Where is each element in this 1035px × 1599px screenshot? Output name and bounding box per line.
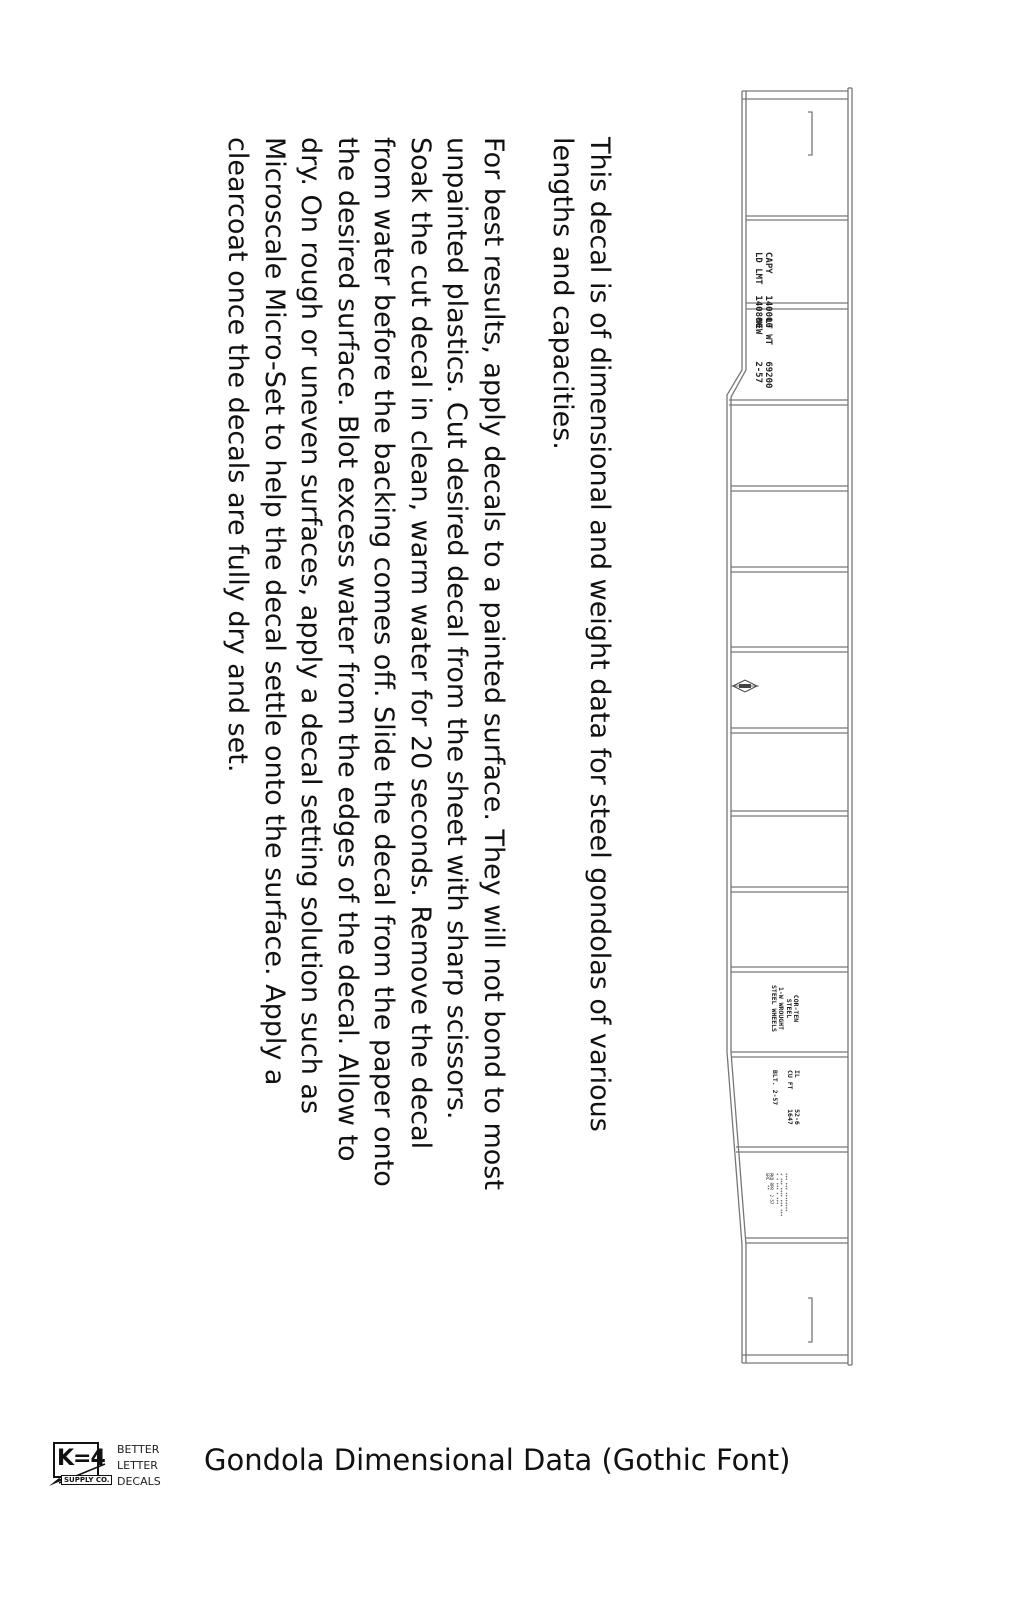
weight-marking: LT WT 69200 NEW 2-57 [752, 318, 773, 389]
instruction-line: from water before the backing comes off. Slide the decal from the paper onto [368, 137, 400, 1187]
instruction-line: clearcoat once the decals are fully dry and set. [222, 137, 254, 773]
logo-tagline [117, 1442, 161, 1490]
dimension-marking: IL 52-6 CU FT 1647 BLT. 2-57 [770, 1070, 801, 1125]
description-line: lengths and capacities. [547, 137, 579, 450]
railroad-herald-icon [731, 680, 759, 692]
k4-supply-logo-icon [47, 1442, 165, 1490]
instruction-line: the desired surface. Blot excess water from the edges of the decal. Allow to [332, 137, 363, 1162]
logo-sub-text: SUPPLY CO. [61, 1475, 112, 1485]
instruction-line: For best results, apply decals to a painted surface. They will not bond to most [478, 137, 509, 1190]
grab-iron [808, 112, 812, 155]
grab-iron [808, 1298, 812, 1342]
sheet-title: Gondola Dimensional Data (Gothic Font) [204, 1443, 791, 1477]
reweigh-marking: *** *** ******** * *** **** *** *** * * *** * *** PKD RPR 2-57 GRC ** [764, 1173, 788, 1217]
tagline-line: LETTER [117, 1459, 158, 1472]
instruction-line: Microscale Micro-Set to help the decal settle onto the surface. Apply a [259, 137, 290, 1086]
description-line: This decal is of dimensional and weight data for steel gondolas of various [584, 137, 615, 1132]
tagline-line: BETTER [117, 1443, 160, 1456]
tagline-line: DECALS [117, 1475, 161, 1488]
capacity-marking: CAPY 140000 LD LMT 140800 [752, 252, 773, 328]
instruction-line: dry. On rough or uneven surfaces, apply a decal setting solution such as [295, 137, 327, 1115]
instruction-line: Soak the cut decal in clean, warm water for 20 seconds. Remove the decal [405, 137, 436, 1150]
instruction-line: unpainted plastics. Cut desired decal from the sheet with sharp scissors. [441, 137, 473, 1120]
axle-marking: COR-TEN STEEL 1-W WROUGHT STEEL WHEELS [769, 985, 800, 1032]
logo-main-text: K=4 [53, 1442, 99, 1478]
